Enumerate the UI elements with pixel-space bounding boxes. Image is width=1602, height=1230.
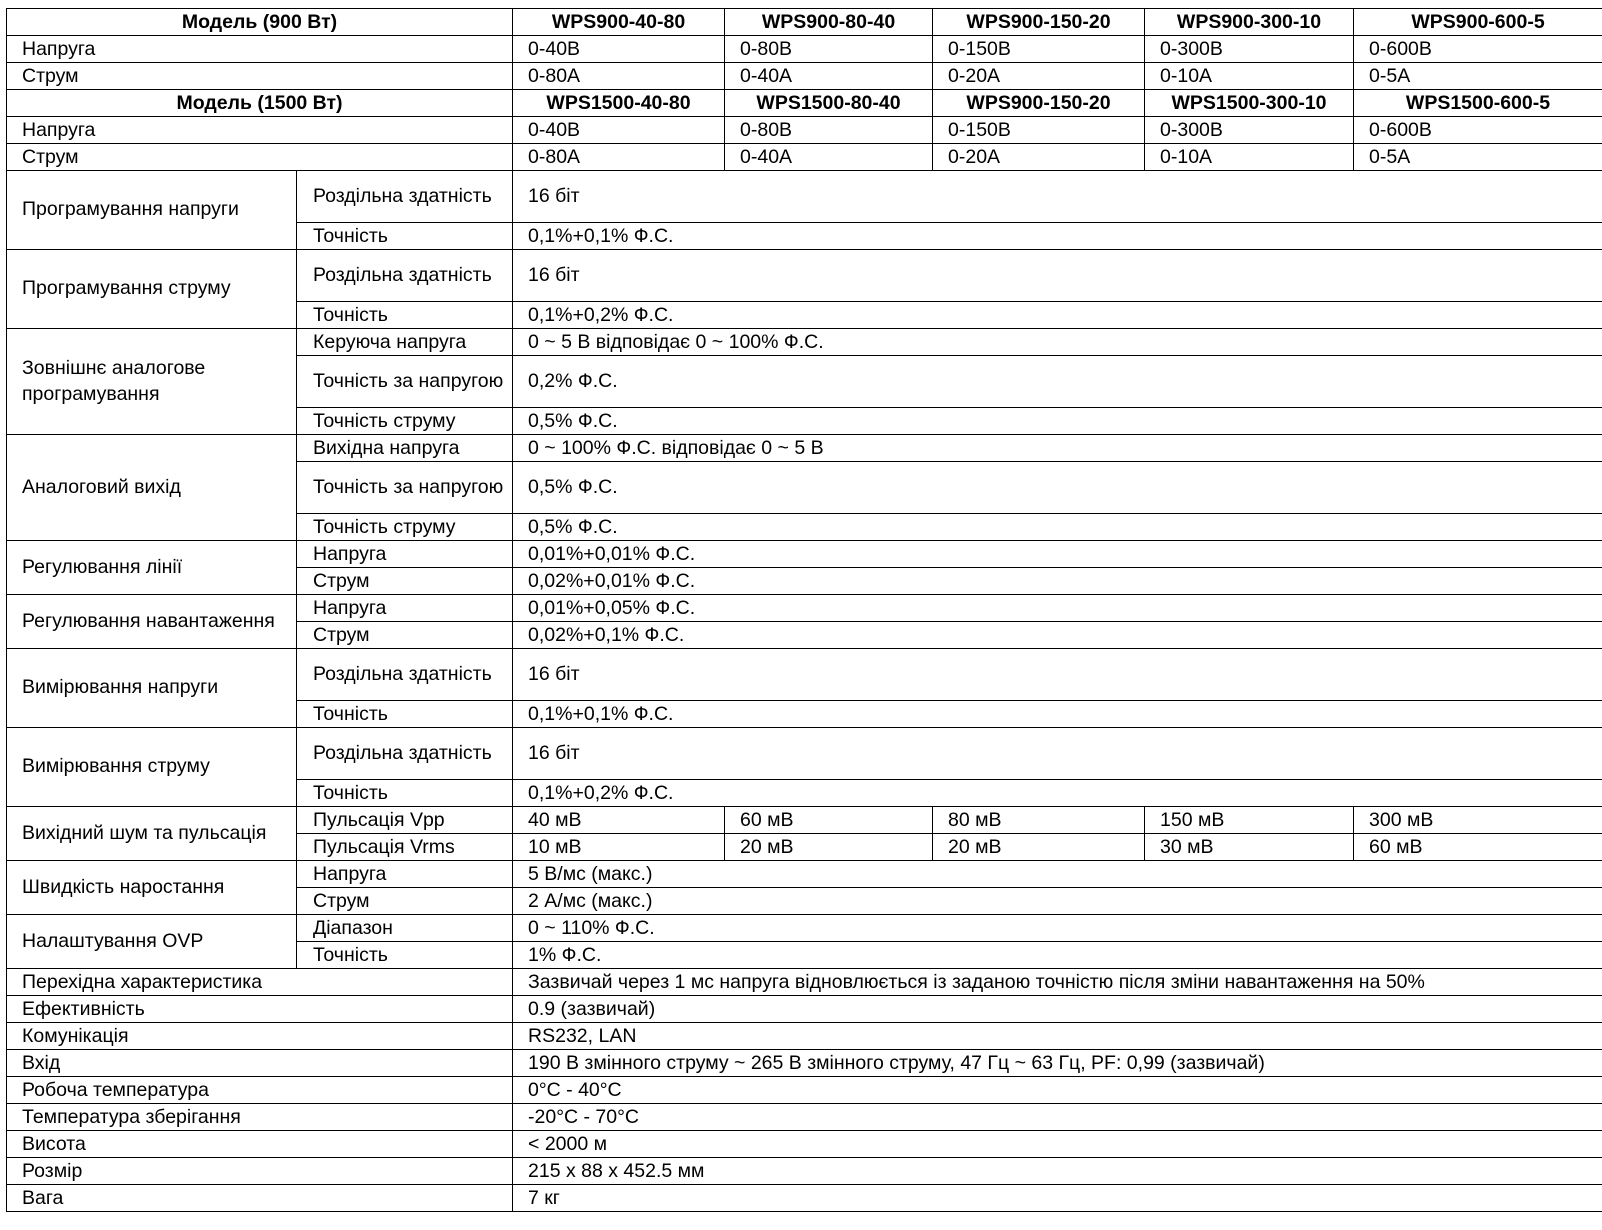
slew-rate-row (7, 861, 1602, 888)
row-label: Ефективність (7, 996, 513, 1023)
value-cell: 0-40В (513, 117, 725, 144)
row-label: Струм (7, 144, 513, 171)
value-cell: 0-80А (513, 144, 725, 171)
param-label: Керуюча напруга (297, 329, 513, 356)
value-cell: 150 мВ (1145, 807, 1354, 834)
section-label: Зовнішнє аналогове програмування (7, 329, 297, 435)
voltage-programming-row (7, 171, 1602, 223)
param-label: Точність струму (297, 514, 513, 541)
param-label: Струм (297, 888, 513, 915)
param-value: 2 А/мс (макс.) (513, 888, 1602, 915)
value-cell: 0-5А (1354, 144, 1602, 171)
param-value: Зазвичай через 1 мс напруга відновлюється із заданою точністю після зміни навантаження на 50% (513, 969, 1602, 996)
model-1500-name: WPS1500-40-80 (513, 90, 725, 117)
section-label: Вимірювання напруги (7, 649, 297, 728)
model-900-name: WPS900-150-20 (933, 9, 1145, 36)
param-label: Точність (297, 302, 513, 329)
row-label: Вага (7, 1185, 513, 1212)
load-regulation-row (7, 595, 1602, 622)
value-cell: 0-40А (725, 144, 933, 171)
param-label: Точність (297, 701, 513, 728)
model-1500-name: WPS900-150-20 (933, 90, 1145, 117)
value-cell: 60 мВ (1354, 834, 1602, 861)
model-900-name: WPS900-300-10 (1145, 9, 1354, 36)
param-label: Роздільна здатність (297, 171, 513, 223)
param-value: 16 біт (513, 171, 1602, 223)
row-label: Висота (7, 1131, 513, 1158)
row-label: Робоча температура (7, 1077, 513, 1104)
param-value: 7 кг (513, 1185, 1602, 1212)
value-cell: 0-10А (1145, 63, 1354, 90)
value-cell: 0-80В (725, 36, 933, 63)
value-cell: 0-5А (1354, 63, 1602, 90)
value-cell: 0-20А (933, 144, 1145, 171)
param-label: Пульсація Vrms (297, 834, 513, 861)
model-900-voltage-row (7, 36, 1602, 63)
value-cell: 0-20А (933, 63, 1145, 90)
row-label: Розмір (7, 1158, 513, 1185)
param-label: Точність (297, 223, 513, 250)
model-1500-header-row (7, 90, 1602, 117)
param-value: 16 біт (513, 728, 1602, 780)
general-row (7, 969, 1602, 996)
param-label: Напруга (297, 861, 513, 888)
model-900-name: WPS900-40-80 (513, 9, 725, 36)
current-measurement-row (7, 728, 1602, 780)
row-label: Комунікація (7, 1023, 513, 1050)
param-value: 0°C - 40°C (513, 1077, 1602, 1104)
param-value: 215 x 88 x 452.5 мм (513, 1158, 1602, 1185)
model-1500-name: WPS1500-80-40 (725, 90, 933, 117)
param-value: RS232, LAN (513, 1023, 1602, 1050)
external-analog-row (7, 329, 1602, 356)
param-value: 0,02%+0,01% Ф.С. (513, 568, 1602, 595)
value-cell: 60 мВ (725, 807, 933, 834)
section-label: Програмування струму (7, 250, 297, 329)
param-value: 0,5% Ф.С. (513, 408, 1602, 435)
section-label: Регулювання навантаження (7, 595, 297, 649)
row-label: Напруга (7, 36, 513, 63)
value-cell: 300 мВ (1354, 807, 1602, 834)
general-row (7, 1023, 1602, 1050)
row-label: Температура зберігання (7, 1104, 513, 1131)
row-label: Перехідна характеристика (7, 969, 513, 996)
value-cell: 0-600В (1354, 36, 1602, 63)
row-label: Струм (7, 63, 513, 90)
value-cell: 0-150В (933, 36, 1145, 63)
ovp-row (7, 915, 1602, 942)
param-label: Точність за напругою (297, 356, 513, 408)
param-label: Роздільна здатність (297, 649, 513, 701)
param-label: Струм (297, 568, 513, 595)
param-label: Точність струму (297, 408, 513, 435)
row-label: Напруга (7, 117, 513, 144)
param-label: Напруга (297, 541, 513, 568)
noise-ripple-row (7, 807, 1602, 834)
value-cell: 0-300В (1145, 117, 1354, 144)
param-value: 0,5% Ф.С. (513, 462, 1602, 514)
param-value: 0,1%+0,2% Ф.С. (513, 302, 1602, 329)
param-label: Точність (297, 780, 513, 807)
param-value: 0,2% Ф.С. (513, 356, 1602, 408)
section-label: Програмування напруги (7, 171, 297, 250)
section-label: Вихідний шум та пульсація (7, 807, 297, 861)
value-cell: 20 мВ (933, 834, 1145, 861)
param-label: Вихідна напруга (297, 435, 513, 462)
value-cell: 0-300В (1145, 36, 1354, 63)
model-1500-name: WPS1500-300-10 (1145, 90, 1354, 117)
value-cell: 0-600В (1354, 117, 1602, 144)
param-value: 16 біт (513, 649, 1602, 701)
param-value: 0 ~ 5 В відповідає 0 ~ 100% Ф.С. (513, 329, 1602, 356)
general-row (7, 996, 1602, 1023)
param-label: Роздільна здатність (297, 250, 513, 302)
param-value: 16 біт (513, 250, 1602, 302)
value-cell: 30 мВ (1145, 834, 1354, 861)
general-row (7, 1077, 1602, 1104)
voltage-measurement-row (7, 649, 1602, 701)
value-cell: 0-40А (725, 63, 933, 90)
model-900-name: WPS900-600-5 (1354, 9, 1602, 36)
general-row (7, 1131, 1602, 1158)
param-value: 0,1%+0,1% Ф.С. (513, 701, 1602, 728)
general-row (7, 1158, 1602, 1185)
specifications-table (6, 8, 1602, 1212)
current-programming-row (7, 250, 1602, 302)
param-value: 0 ~ 110% Ф.С. (513, 915, 1602, 942)
value-cell: 0-10А (1145, 144, 1354, 171)
general-row (7, 1050, 1602, 1077)
param-value: 0 ~ 100% Ф.С. відповідає 0 ~ 5 В (513, 435, 1602, 462)
general-row (7, 1185, 1602, 1212)
general-row (7, 1104, 1602, 1131)
param-value: 5 В/мс (макс.) (513, 861, 1602, 888)
model-900-title: Модель (900 Вт) (7, 9, 513, 36)
param-label: Точність (297, 942, 513, 969)
analog-output-row (7, 435, 1602, 462)
section-label: Налаштування OVP (7, 915, 297, 969)
model-1500-voltage-row (7, 117, 1602, 144)
param-value: 0,1%+0,1% Ф.С. (513, 223, 1602, 250)
value-cell: 10 мВ (513, 834, 725, 861)
model-900-header-row (7, 9, 1602, 36)
param-value: 0,02%+0,1% Ф.С. (513, 622, 1602, 649)
line-regulation-row (7, 541, 1602, 568)
model-1500-title: Модель (1500 Вт) (7, 90, 513, 117)
model-900-name: WPS900-80-40 (725, 9, 933, 36)
param-value: 190 В змінного струму ~ 265 В змінного струму, 47 Гц ~ 63 Гц, PF: 0,99 (зазвичай) (513, 1050, 1602, 1077)
param-label: Напруга (297, 595, 513, 622)
row-label: Вхід (7, 1050, 513, 1077)
param-value: 0.9 (зазвичай) (513, 996, 1602, 1023)
value-cell: 0-80А (513, 63, 725, 90)
param-label: Струм (297, 622, 513, 649)
model-1500-name: WPS1500-600-5 (1354, 90, 1602, 117)
param-value: 1% Ф.С. (513, 942, 1602, 969)
value-cell: 40 мВ (513, 807, 725, 834)
param-value: < 2000 м (513, 1131, 1602, 1158)
param-value: 0,5% Ф.С. (513, 514, 1602, 541)
model-1500-current-row (7, 144, 1602, 171)
param-value: 0,01%+0,01% Ф.С. (513, 541, 1602, 568)
value-cell: 0-80В (725, 117, 933, 144)
section-label: Аналоговий вихід (7, 435, 297, 541)
section-label: Регулювання лінії (7, 541, 297, 595)
param-label: Роздільна здатність (297, 728, 513, 780)
value-cell: 0-40В (513, 36, 725, 63)
param-label: Пульсація Vpp (297, 807, 513, 834)
value-cell: 20 мВ (725, 834, 933, 861)
value-cell: 80 мВ (933, 807, 1145, 834)
param-value: 0,01%+0,05% Ф.С. (513, 595, 1602, 622)
section-label: Швидкість наростання (7, 861, 297, 915)
param-value: -20°C - 70°C (513, 1104, 1602, 1131)
param-label: Діапазон (297, 915, 513, 942)
value-cell: 0-150В (933, 117, 1145, 144)
param-label: Точність за напругою (297, 462, 513, 514)
param-value: 0,1%+0,2% Ф.С. (513, 780, 1602, 807)
section-label: Вимірювання струму (7, 728, 297, 807)
model-900-current-row (7, 63, 1602, 90)
